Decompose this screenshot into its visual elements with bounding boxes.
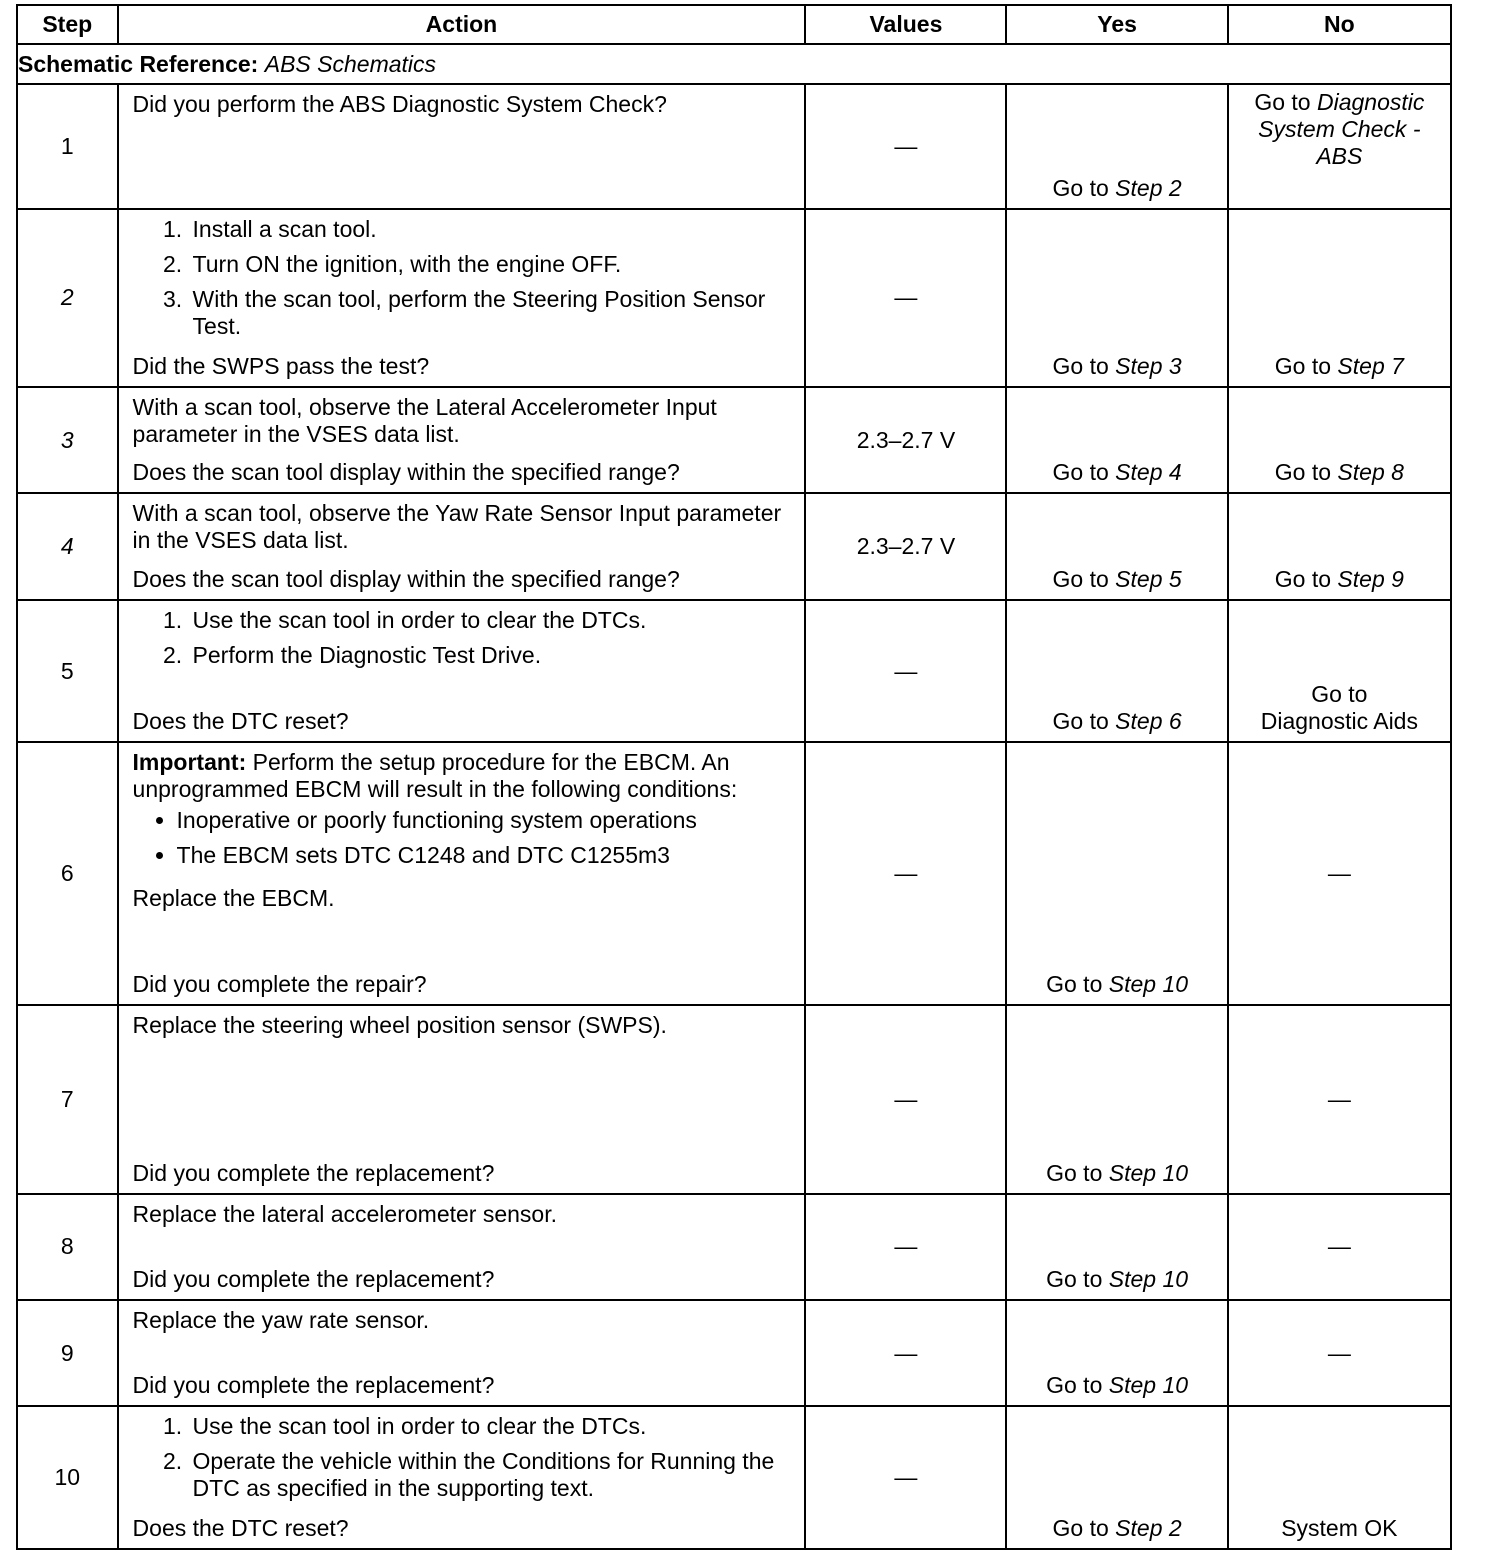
step-link[interactable]: Step 2 — [1115, 1515, 1182, 1541]
table-row — [17, 209, 1451, 388]
no-cell — [1228, 387, 1451, 493]
action-text: With a scan tool, observe the Lateral Accelerometer Input parameter in the VSES data list. — [132, 394, 717, 448]
action-cell — [118, 493, 806, 599]
important-label: Important: — [132, 749, 247, 776]
table-row — [17, 1005, 1451, 1194]
step-link[interactable]: Step 10 — [1108, 1372, 1189, 1399]
action-question: Did you complete the replacement? — [132, 1159, 495, 1186]
values-cell: 2.3–2.7 V — [805, 493, 1006, 599]
action-text: Replace the steering wheel position sensor (SWPS). — [132, 1012, 667, 1039]
yes-cell — [1006, 84, 1227, 208]
condition-list — [133, 807, 793, 877]
table-row — [17, 387, 1451, 493]
table-row — [17, 1406, 1451, 1549]
step-number: 6 — [17, 742, 118, 1005]
yes-cell — [1006, 209, 1227, 388]
action-cell — [118, 1406, 806, 1549]
action-text: Did you perform the ABS Diagnostic System Check? — [132, 91, 667, 118]
header-row — [17, 5, 1451, 44]
action-list — [133, 216, 793, 348]
schematic-reference — [17, 44, 1451, 84]
list-item: 1. Install a scan tool. — [189, 216, 793, 243]
values-cell: — — [805, 84, 1006, 208]
schematic-reference-row — [17, 44, 1451, 84]
list-item: 1. Use the scan tool in order to clear the DTCs. — [189, 1413, 793, 1440]
list-item: • Inoperative or poorly functioning system operations — [177, 807, 793, 834]
action-text: Replace the yaw rate sensor. — [132, 1307, 430, 1334]
goto-text: Go to Step 9 — [1274, 565, 1404, 592]
no-cell — [1228, 493, 1451, 599]
goto-text: Go to Step 7 — [1274, 353, 1404, 380]
no-cell — [1228, 600, 1451, 742]
action-question: Does the DTC reset? — [132, 708, 349, 735]
table-row — [17, 742, 1451, 1005]
goto-text: Go to Step 10 — [1046, 1372, 1189, 1399]
goto-text: Go to Step 6 — [1052, 708, 1182, 735]
diagnostic-table — [16, 4, 1452, 1550]
step-number: 7 — [17, 1005, 118, 1194]
goto-text: Go to Step 10 — [1046, 1266, 1189, 1293]
step-link[interactable]: Step 7 — [1337, 353, 1404, 380]
yes-cell — [1006, 1300, 1227, 1406]
action-cell — [118, 209, 806, 388]
goto-text: Go to Step 4 — [1052, 459, 1182, 486]
action-question: Does the scan tool display within the specified range? — [132, 565, 680, 592]
no-cell — [1228, 84, 1451, 208]
table-row — [17, 493, 1451, 599]
action-cell — [118, 1194, 806, 1300]
step-link[interactable]: Step 2 — [1115, 174, 1182, 201]
action-text: Replace the EBCM. — [132, 885, 335, 912]
goto-text: Go to Step 10 — [1046, 971, 1189, 998]
action-list — [133, 607, 793, 677]
action-cell — [118, 1005, 806, 1194]
yes-cell — [1006, 1194, 1227, 1300]
system-ok-text: System OK — [1281, 1515, 1398, 1541]
step-link[interactable]: Step 10 — [1108, 1159, 1189, 1186]
goto-text: Go to Step 3 — [1052, 353, 1182, 380]
goto-text: Go to Step 2 — [1052, 174, 1182, 201]
goto-text: Go to Step 5 — [1052, 565, 1182, 592]
step-number: 3 — [17, 387, 118, 493]
step-link[interactable]: Step 6 — [1115, 708, 1182, 735]
values-cell: — — [805, 1300, 1006, 1406]
header-values: Values — [805, 5, 1006, 44]
header-action: Action — [118, 5, 806, 44]
table-row — [17, 1300, 1451, 1406]
no-cell — [1228, 1406, 1451, 1549]
step-link[interactable]: Step 10 — [1108, 971, 1189, 998]
step-link[interactable]: Step 4 — [1115, 459, 1182, 486]
list-item: • The EBCM sets DTC C1248 and DTC C1255m3 — [177, 842, 793, 869]
values-cell: — — [805, 1406, 1006, 1549]
action-question: Did you complete the replacement? — [132, 1266, 495, 1293]
schematic-reference-link[interactable]: ABS Schematics — [264, 50, 437, 77]
step-link[interactable]: Step 3 — [1115, 353, 1182, 380]
step-link[interactable]: Step 9 — [1337, 565, 1404, 592]
values-cell: — — [805, 1005, 1006, 1194]
header-no: No — [1228, 5, 1451, 44]
table-row — [17, 84, 1451, 208]
step-number: 5 — [17, 600, 118, 742]
no-cell: — — [1228, 1300, 1451, 1406]
action-question: Did the SWPS pass the test? — [132, 353, 430, 380]
step-link[interactable]: Step 10 — [1108, 1266, 1189, 1293]
goto-text: Go to Diagnostic System Check - ABS — [1254, 89, 1425, 170]
action-cell — [118, 387, 806, 493]
table-row — [17, 600, 1451, 742]
step-number: 2 — [17, 209, 118, 388]
no-cell: — — [1228, 1005, 1451, 1194]
yes-cell — [1006, 1005, 1227, 1194]
step-link[interactable]: Step 5 — [1115, 565, 1182, 592]
action-cell — [118, 742, 806, 1005]
action-question: Did you complete the replacement? — [132, 1372, 495, 1399]
header-yes: Yes — [1006, 5, 1227, 44]
diagnostic-aids-link[interactable]: Go to Diagnostic Aids — [1260, 681, 1418, 735]
list-item: 3. With the scan tool, perform the Steering Position Sensor Test. — [189, 286, 793, 340]
header-step: Step — [17, 5, 118, 44]
list-item: 2. Perform the Diagnostic Test Drive. — [189, 642, 793, 669]
step-link[interactable]: Step 8 — [1337, 459, 1404, 486]
action-question: Did you complete the repair? — [132, 971, 427, 998]
goto-text: Go to Step 10 — [1046, 1159, 1189, 1186]
values-cell: — — [805, 209, 1006, 388]
goto-text: Go to Step 2 — [1052, 1515, 1182, 1541]
yes-cell — [1006, 493, 1227, 599]
list-item: 2. Operate the vehicle within the Conditions for Running the DTC as specified in the supporting text. — [189, 1448, 793, 1502]
step-number: 8 — [17, 1194, 118, 1300]
action-cell — [118, 84, 806, 208]
step-number: 4 — [17, 493, 118, 599]
list-item: 2. Turn ON the ignition, with the engine OFF. — [189, 251, 793, 278]
diagnostic-system-check-link[interactable]: Diagnostic System Check - ABS — [1258, 89, 1425, 170]
schematic-reference-label: Schematic Reference: — [18, 50, 259, 77]
important-note: Important: Perform the setup procedure for the EBCM. An unprogrammed EBCM will result in the following conditions: — [132, 749, 738, 803]
no-cell: — — [1228, 742, 1451, 1005]
yes-cell — [1006, 742, 1227, 1005]
values-cell: — — [805, 742, 1006, 1005]
table-row — [17, 1194, 1451, 1300]
step-number: 1 — [17, 84, 118, 208]
step-number: 10 — [17, 1406, 118, 1549]
values-cell: — — [805, 1194, 1006, 1300]
goto-text: Go to Step 8 — [1274, 459, 1404, 486]
action-question: Does the scan tool display within the specified range? — [132, 459, 680, 486]
action-question: Does the DTC reset? — [132, 1515, 349, 1541]
action-list — [133, 1413, 793, 1510]
yes-cell — [1006, 600, 1227, 742]
action-text: With a scan tool, observe the Yaw Rate Sensor Input parameter in the VSES data list. — [132, 500, 782, 554]
yes-cell — [1006, 387, 1227, 493]
values-cell: — — [805, 600, 1006, 742]
no-cell: — — [1228, 1194, 1451, 1300]
values-cell: 2.3–2.7 V — [805, 387, 1006, 493]
action-cell — [118, 600, 806, 742]
step-number: 9 — [17, 1300, 118, 1406]
action-text: Replace the lateral accelerometer sensor. — [132, 1200, 557, 1227]
no-cell — [1228, 209, 1451, 388]
action-cell — [118, 1300, 806, 1406]
yes-cell — [1006, 1406, 1227, 1549]
list-item: 1. Use the scan tool in order to clear the DTCs. — [189, 607, 793, 634]
